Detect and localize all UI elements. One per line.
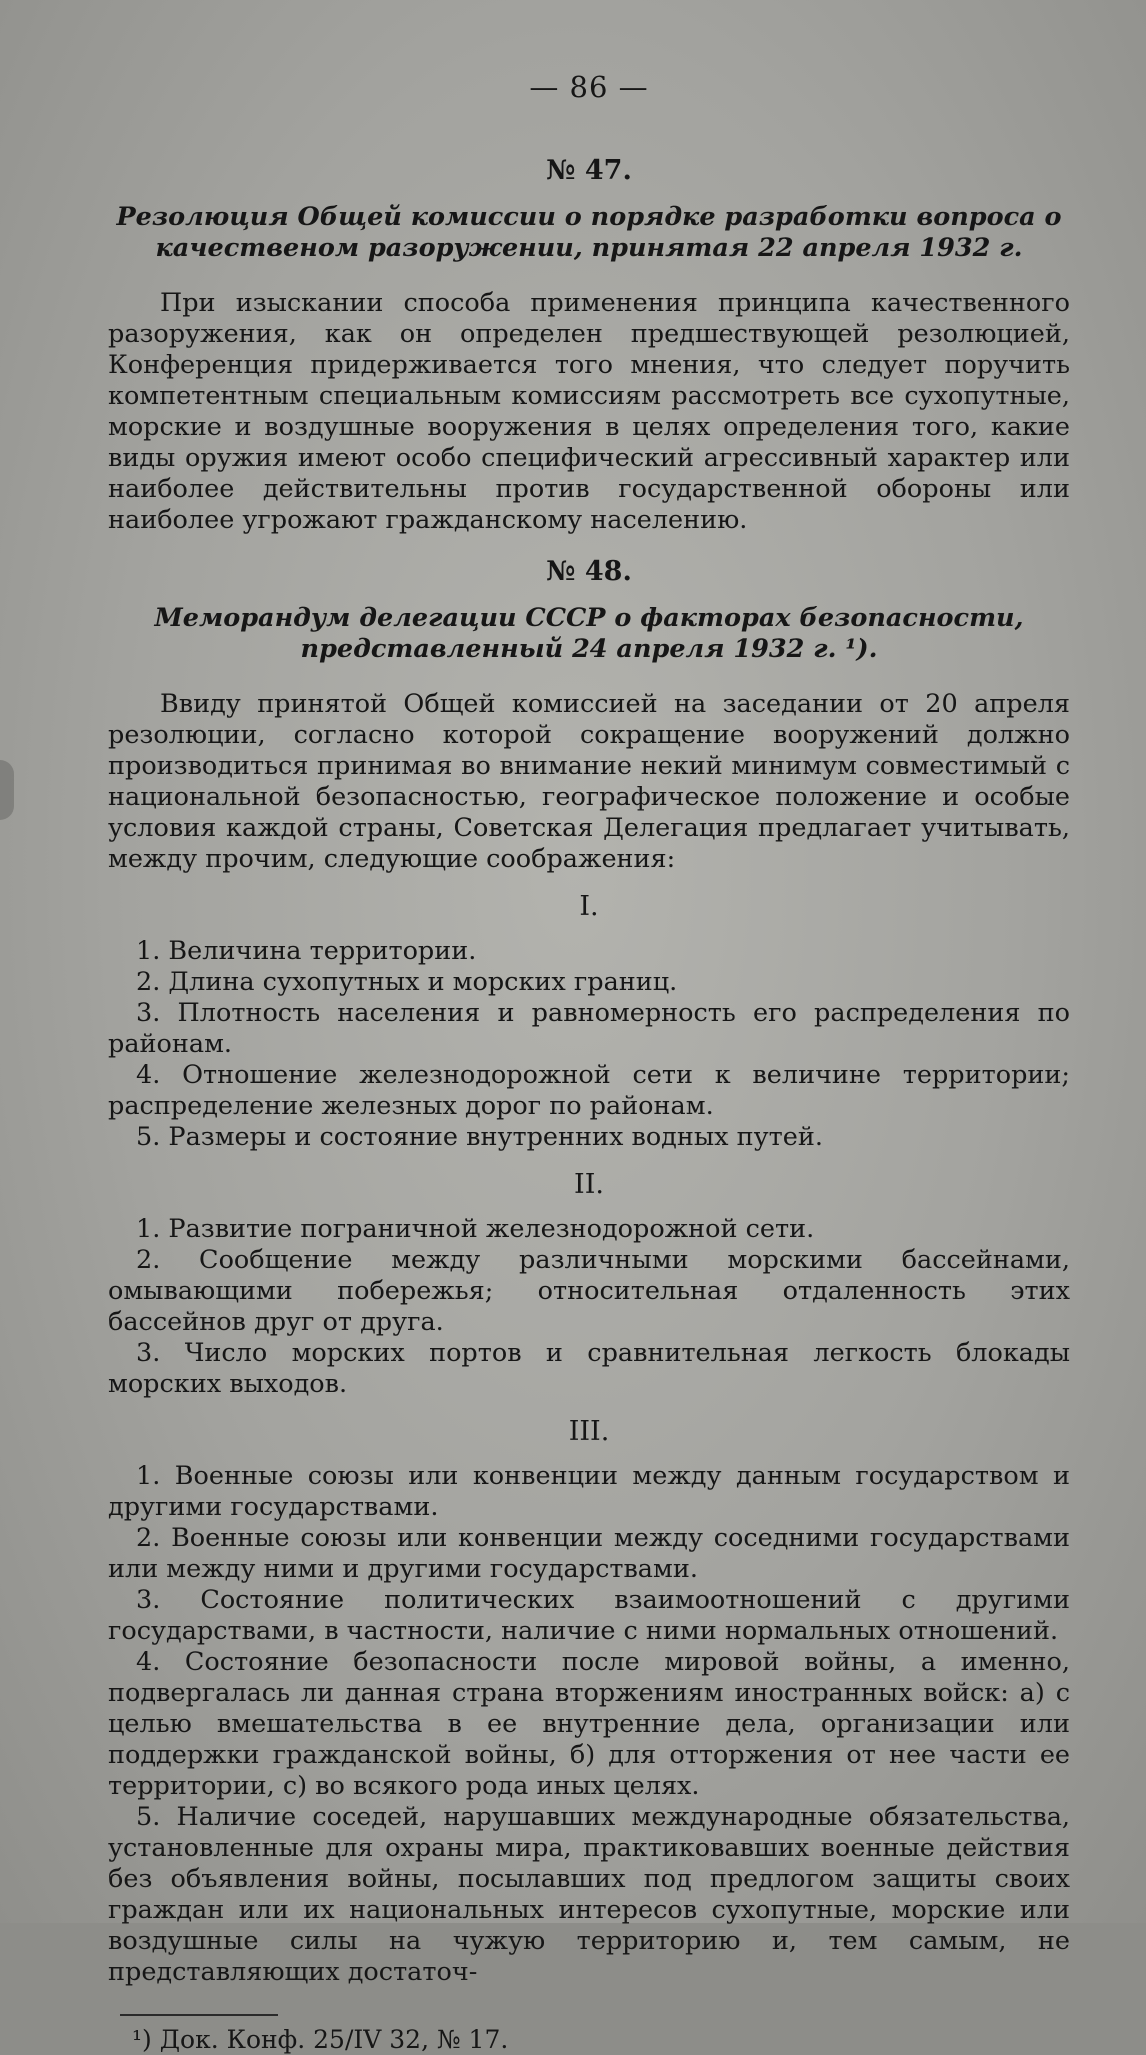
section-1-heading: I. [579,891,599,922]
section-1-item: 5. Размеры и состояние внутренних водных путей. [136,1122,823,1152]
footnote: ¹) Док. Конф. 25/IV 32, № 17. [132,2025,509,2054]
section-2-item: 2. Сообщение между различными морскими бассейнами, омывающими побережья; относительная отдаленность этих бассейнов друг от друга. [108,1245,1070,1337]
section-1-item: 3. Плотность населения и равномерность его распределения по районам. [108,998,1070,1059]
section-1-item: 4. Отношение железнодорожной сети к величине территории; распределение железных дорог по районам. [108,1060,1070,1121]
document-48-title: Меморандум делегации СССР о факторах безопасности, представленный 24 апреля 1932 г. ¹). [154,603,1024,664]
document-47-number: № 47. [546,155,632,186]
document-48-number: № 48. [546,556,632,587]
page-stain [0,760,14,820]
section-2-item: 1. Развитие пограничной железнодорожной сети. [136,1214,815,1244]
section-3-item: 4. Состояние безопасности после мировой войны, а именно, подвергалась ли данная страна вторжениям иностранных войск: а) с целью вмешательства в ее внутренние дела, организации или поддержки гражданской войны, б) для отторжения от нее части ее территории, с) во всякого рода иных целях. [108,1647,1070,1801]
section-3-item: 2. Военные союзы или конвенции между соседними государствами или между ними и другими государствами. [108,1523,1070,1584]
section-1-item: 1. Величина территории. [136,936,477,966]
footnote-divider [120,2014,278,2016]
page-number: — 86 — [529,70,649,104]
section-3-heading: III. [568,1416,610,1447]
section-2-item: 3. Число морских портов и сравнительная легкость блокады морских выходов. [108,1338,1070,1399]
section-2-heading: II. [574,1169,604,1200]
document-47-title: Резолюция Общей комиссии о порядке разработки вопроса о качественом разоружении, принятая 22 апреля 1932 г. [116,202,1062,263]
document-47-paragraph: При изыскании способа применения принципа качественного разоружения, как он определен предшествующей резолюцией, Конференция придерживается того мнения, что следует поручить компетентным специальным комиссиям рассмотреть все сухопутные, морские и воздушные вооружения в целях определения того, какие виды оружия имеют особо специфический агрессивный характер или наиболее действительны против государственной обороны или наиболее угрожают гражданскому населению. [108,288,1070,535]
document-48-intro: Ввиду принятой Общей комиссией на заседании от 20 апреля резолюции, согласно которой сокращение вооружений должно производиться принимая во внимание некий минимум совместимый с национальной безопасностью, географическое положение и особые условия каждой страны, Советская Делегация предлагает учитывать, между прочим, следующие соображения: [108,689,1070,874]
section-3-item: 3. Состояние политических взаимоотношений с другими государствами, в частности, наличие с ними нормальных отношений. [108,1585,1070,1646]
section-1-item: 2. Длина сухопутных и морских границ. [136,967,678,997]
section-3-item: 5. Наличие соседей, нарушавших международные обязательства, установленные для охраны мира, практиковавших военные действия без объявления войны, посылавших под предлогом защиты своих граждан или их национальных интересов сухопутные, морские или воздушные силы на чужую территорию и, тем самым, не представляющих достаточ- [108,1802,1070,1987]
section-3-item: 1. Военные союзы или конвенции между данным государством и другими государствами. [108,1461,1070,1522]
